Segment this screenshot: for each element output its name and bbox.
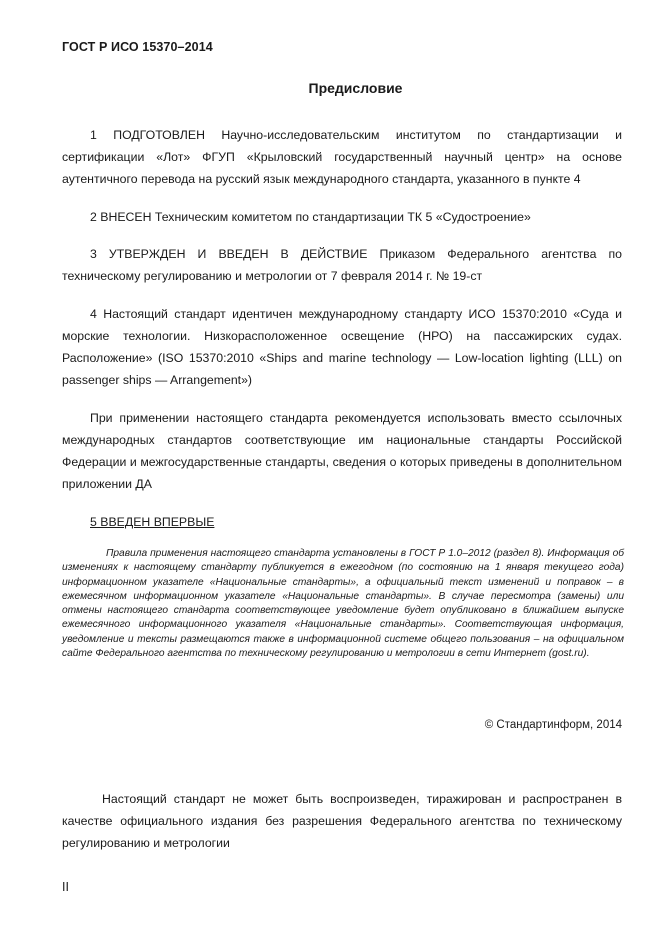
reference-note: При применении настоящего стандарта рекомендуется использовать вместо ссылочных международных стандартов соответствующие им национальные стандарты Российской Федерации и межгосударственные стандарты, сведения о которых приведены в дополнительном приложении ДА [62, 411, 622, 491]
item-1-prepared: 1 ПОДГОТОВЛЕН Научно-исследовательским институтом по стандартизации и сертификации «Лот» ФГУП «Крыловский государственный научный центр» на основе аутентичного перевода на русский язык международного стандарта, указанного в пункте 4 [62, 128, 622, 186]
rules-notice-text: Правила применения настоящего стандарта установлены в ГОСТ Р 1.0–2012 (раздел 8). Информация об изменениях к настоящему стандарту публикуется в ежегодном (по состоянию на 1 января текущего года) информационном указателе «Национальные стандарты», а официальный текст изменений и поправок – в ежемесячном информационном указателе «Национальные стандарты». В случае пересмотра (замены) или отмены настоящего стандарта соответствующее уведомление будет опубликовано в ближайшем выпуске ежемесячного информационного указателя «Национальные стандарты». Соответствующая информация, уведомление и тексты размещаются также в информационной системе общего пользования – на официальном сайте Федерального агентства по техническому регулированию и метрологии в сети Интернет (gost.ru). [62, 548, 624, 660]
item-4-identical: 4 Настоящий стандарт идентичен международному стандарту ИСО 15370:2010 «Суда и морские технологии. Низкорасположенное освещение (НРО) на пассажирских судах. Расположение» (ISO 15370:2010 «Ships and marine technology — Low-location lighting (LLL) on passenger ships — Arrangement») [62, 307, 622, 387]
page-number: II [62, 880, 69, 894]
reproduction-notice: Настоящий стандарт не может быть воспроизведен, тиражирован и распространен в качестве официального издания без разрешения Федерального агентства по техническому регулированию и метрологии [62, 792, 622, 850]
item-5-text: 5 ВВЕДЕН ВПЕРВЫЕ [90, 515, 215, 529]
page-title: Предисловие [308, 80, 403, 96]
item-2-introduced: 2 ВНЕСЕН Техническим комитетом по стандартизации ТК 5 «Судостроение» [90, 210, 531, 224]
standard-code-header: ГОСТ Р ИСО 15370–2014 [62, 40, 213, 54]
copyright: © Стандартинформ, 2014 [484, 719, 622, 731]
item-5-first-introduced [62, 511, 622, 533]
rules-notice [62, 547, 624, 661]
item-3-approved: 3 УТВЕРЖДЕН И ВВЕДЕН В ДЕЙСТВИЕ Приказом Федерального агентства по техническому регулированию и метрологии от 7 февраля 2014 г. № 19-ст [62, 247, 622, 283]
